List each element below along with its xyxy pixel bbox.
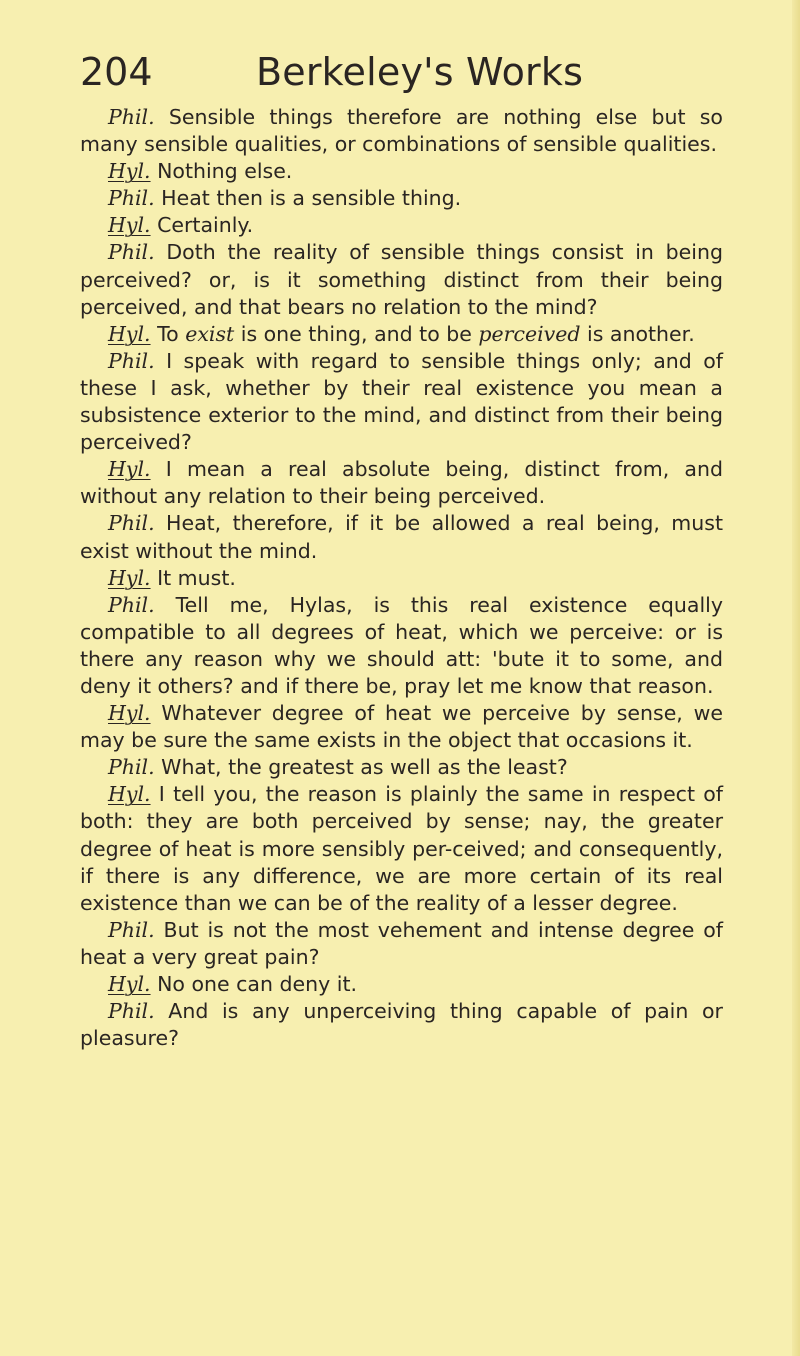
dialogue-paragraph	[80, 510, 723, 564]
dialogue-paragraph	[80, 158, 723, 185]
dialogue-paragraph	[80, 239, 723, 320]
paragraph-text-part: To	[157, 321, 179, 346]
paragraph-text: Doth the reality of sensible things consist in being perceived? or, is it something distinct from their being perceived, and that bears no relation to the mind?	[80, 240, 723, 319]
dialogue-paragraph	[80, 456, 723, 510]
dialogue-paragraph	[80, 104, 723, 158]
running-title: Berkeley's Works	[256, 50, 584, 94]
speaker-label-phil: Phil.	[108, 917, 155, 942]
speaker-label-hyl: Hyl.	[108, 782, 151, 807]
speaker-label-hyl: Hyl.	[108, 972, 151, 996]
paragraph-text: I tell you, the reason is plainly the same in respect of both: they are both perceived by sense; nay, the greater degree of heat is more sensibly per-ceived; and consequently, if there is any difference, we are more certain of its real existence than we can be of the reality of a lesser degree.	[80, 782, 723, 915]
paragraph-text: No one can deny it.	[157, 972, 357, 996]
dialogue-paragraph	[80, 917, 723, 971]
paragraph-text: Sensible things therefore are nothing else but so many sensible qualities, or combinations of sensible qualities.	[80, 105, 723, 157]
paragraph-text-part: is one thing, and to be	[240, 321, 472, 346]
page-edge-shadow	[792, 0, 800, 1356]
dialogue-paragraph	[80, 185, 723, 212]
paragraph-text: And is any unperceiving thing capable of pain or pleasure?	[80, 999, 723, 1051]
dialogue-paragraph	[80, 348, 723, 456]
dialogue-paragraph	[80, 971, 723, 998]
speaker-label-hyl: Hyl.	[108, 701, 151, 726]
dialogue-paragraph	[80, 592, 723, 700]
dialogue-paragraph	[80, 565, 723, 592]
speaker-label-phil: Phil.	[108, 105, 155, 129]
paragraph-text: Whatever degree of heat we perceive by sense, we may be sure the same exists in the object that occasions it.	[80, 701, 723, 753]
dialogue-paragraph	[80, 754, 723, 781]
speaker-label-phil: Phil.	[108, 999, 155, 1024]
paragraph-text: Heat, therefore, if it be allowed a real being, must exist without the mind.	[80, 511, 723, 563]
page-header	[80, 46, 720, 98]
emphasized-word: perceived	[478, 321, 581, 346]
speaker-label-hyl: Hyl.	[108, 159, 151, 184]
speaker-label-phil: Phil.	[108, 511, 155, 536]
paragraph-text: I speak with regard to sensible things only; and of these I ask, whether by their real existence you mean a subsistence exterior to the mind, and distinct from their being perceived?	[80, 348, 723, 455]
speaker-label-phil: Phil.	[108, 348, 155, 373]
paragraph-text: It must.	[157, 565, 236, 590]
paragraph-text: Tell me, Hylas, is this real existence equally compatible to all degrees of heat, which we perceive: or is there any reason why we should att: 'bute it to some, and deny it others? and if there be, pray let me know that reason.	[80, 592, 723, 698]
emphasized-word: exist	[185, 321, 235, 346]
paragraph-text: But is not the most vehement and intense degree of heat a very great pain?	[80, 917, 723, 969]
dialogue-paragraph	[80, 700, 723, 754]
dialogue-paragraph	[80, 781, 723, 916]
speaker-label-hyl: Hyl.	[108, 213, 151, 238]
speaker-label-phil: Phil.	[108, 240, 155, 265]
paragraph-text: Certainly.	[157, 213, 254, 238]
paragraph-text: Heat then is a sensible thing.	[161, 186, 462, 211]
paragraph-text: What, the greatest as well as the least?	[161, 755, 568, 780]
speaker-label-hyl: Hyl.	[108, 457, 151, 482]
page-number: 204	[80, 50, 153, 94]
dialogue-paragraph	[80, 212, 723, 239]
dialogue-paragraph	[80, 321, 723, 348]
paragraph-text-part: is another.	[587, 321, 695, 346]
speaker-label-hyl: Hyl.	[108, 321, 151, 346]
speaker-label-hyl: Hyl.	[108, 565, 151, 590]
paragraph-text: Nothing else.	[157, 159, 293, 184]
paragraph-text: I mean a real absolute being, distinct from, and without any relation to their being perceived.	[80, 457, 723, 509]
dialogue-text-block	[80, 104, 723, 1052]
speaker-label-phil: Phil.	[108, 592, 155, 617]
dialogue-paragraph	[80, 998, 723, 1052]
speaker-label-phil: Phil.	[108, 186, 155, 211]
speaker-label-phil: Phil.	[108, 755, 155, 780]
